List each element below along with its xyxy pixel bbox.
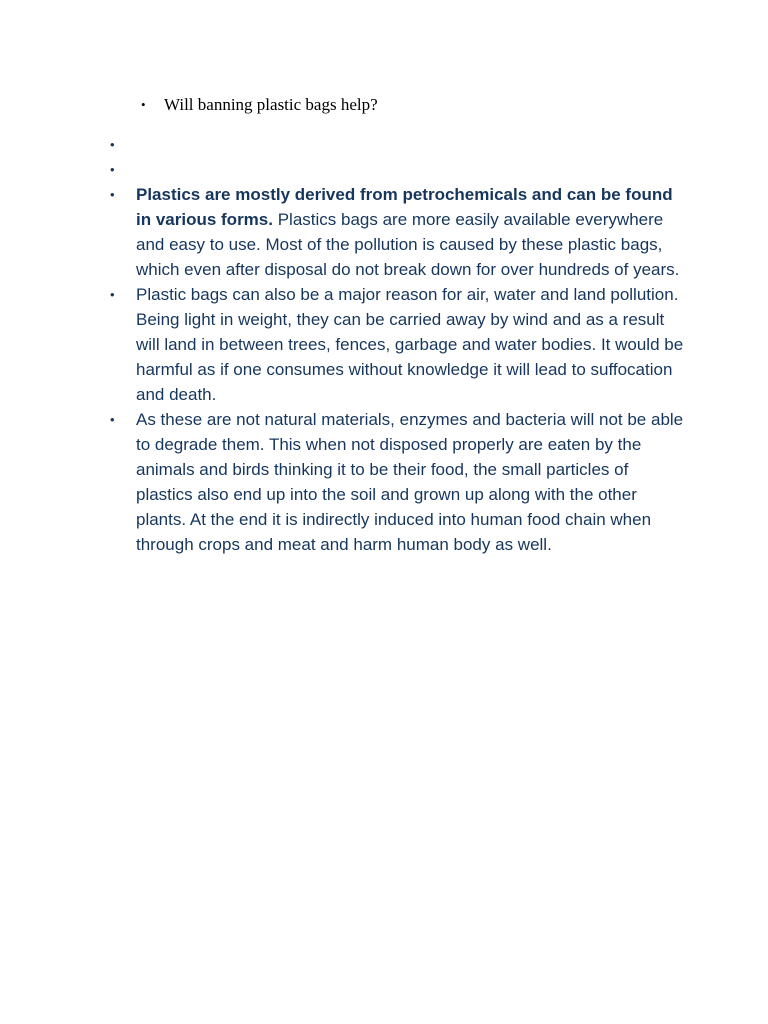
bullet-icon: • xyxy=(110,137,115,152)
heading-bullet-text: Will banning plastic bags help? xyxy=(164,95,378,114)
list-item xyxy=(0,157,768,182)
list-item-text: Plastic bags can also be a major reason for air, water and land pollution. Being light in weight, they can be carried away by wind and as a result will land in between trees, fences, garbage and water bodies. It would be harmful as if one consumes without knowledge it will lead to suffocation and death. xyxy=(136,285,684,404)
bullet-icon: • xyxy=(110,187,115,202)
list-item xyxy=(0,282,768,407)
content-list xyxy=(0,132,768,557)
list-item xyxy=(0,182,768,282)
list-item-paragraph: As these are not natural materials, enzymes and bacteria will not be able to degrade them. This when not disposed properly are eaten by the animals and birds thinking it to be their food, the small particles of plastics also end up into the soil and grown up along with the other plants. At the end it is indirectly induced into human food chain when through crops and meat and harm human body as well. xyxy=(136,410,684,554)
list-item-bold-text: Plastics are mostly derived from petrochemicals and can be found in various forms. xyxy=(136,185,673,229)
bullet-icon: • xyxy=(110,412,115,427)
bullet-icon: • xyxy=(110,162,115,177)
bullet-icon: • xyxy=(110,287,115,302)
heading-list xyxy=(0,92,768,118)
list-item-text: Plastics bags are more easily available everywhere and easy to use. Most of the pollution is caused by these plastic bags, which even after disposal do not break down for over hundreds of years. xyxy=(136,210,680,279)
list-item xyxy=(0,407,768,557)
heading-bullet-item xyxy=(0,92,768,118)
list-item xyxy=(0,132,768,157)
bullet-icon: • xyxy=(141,97,146,112)
